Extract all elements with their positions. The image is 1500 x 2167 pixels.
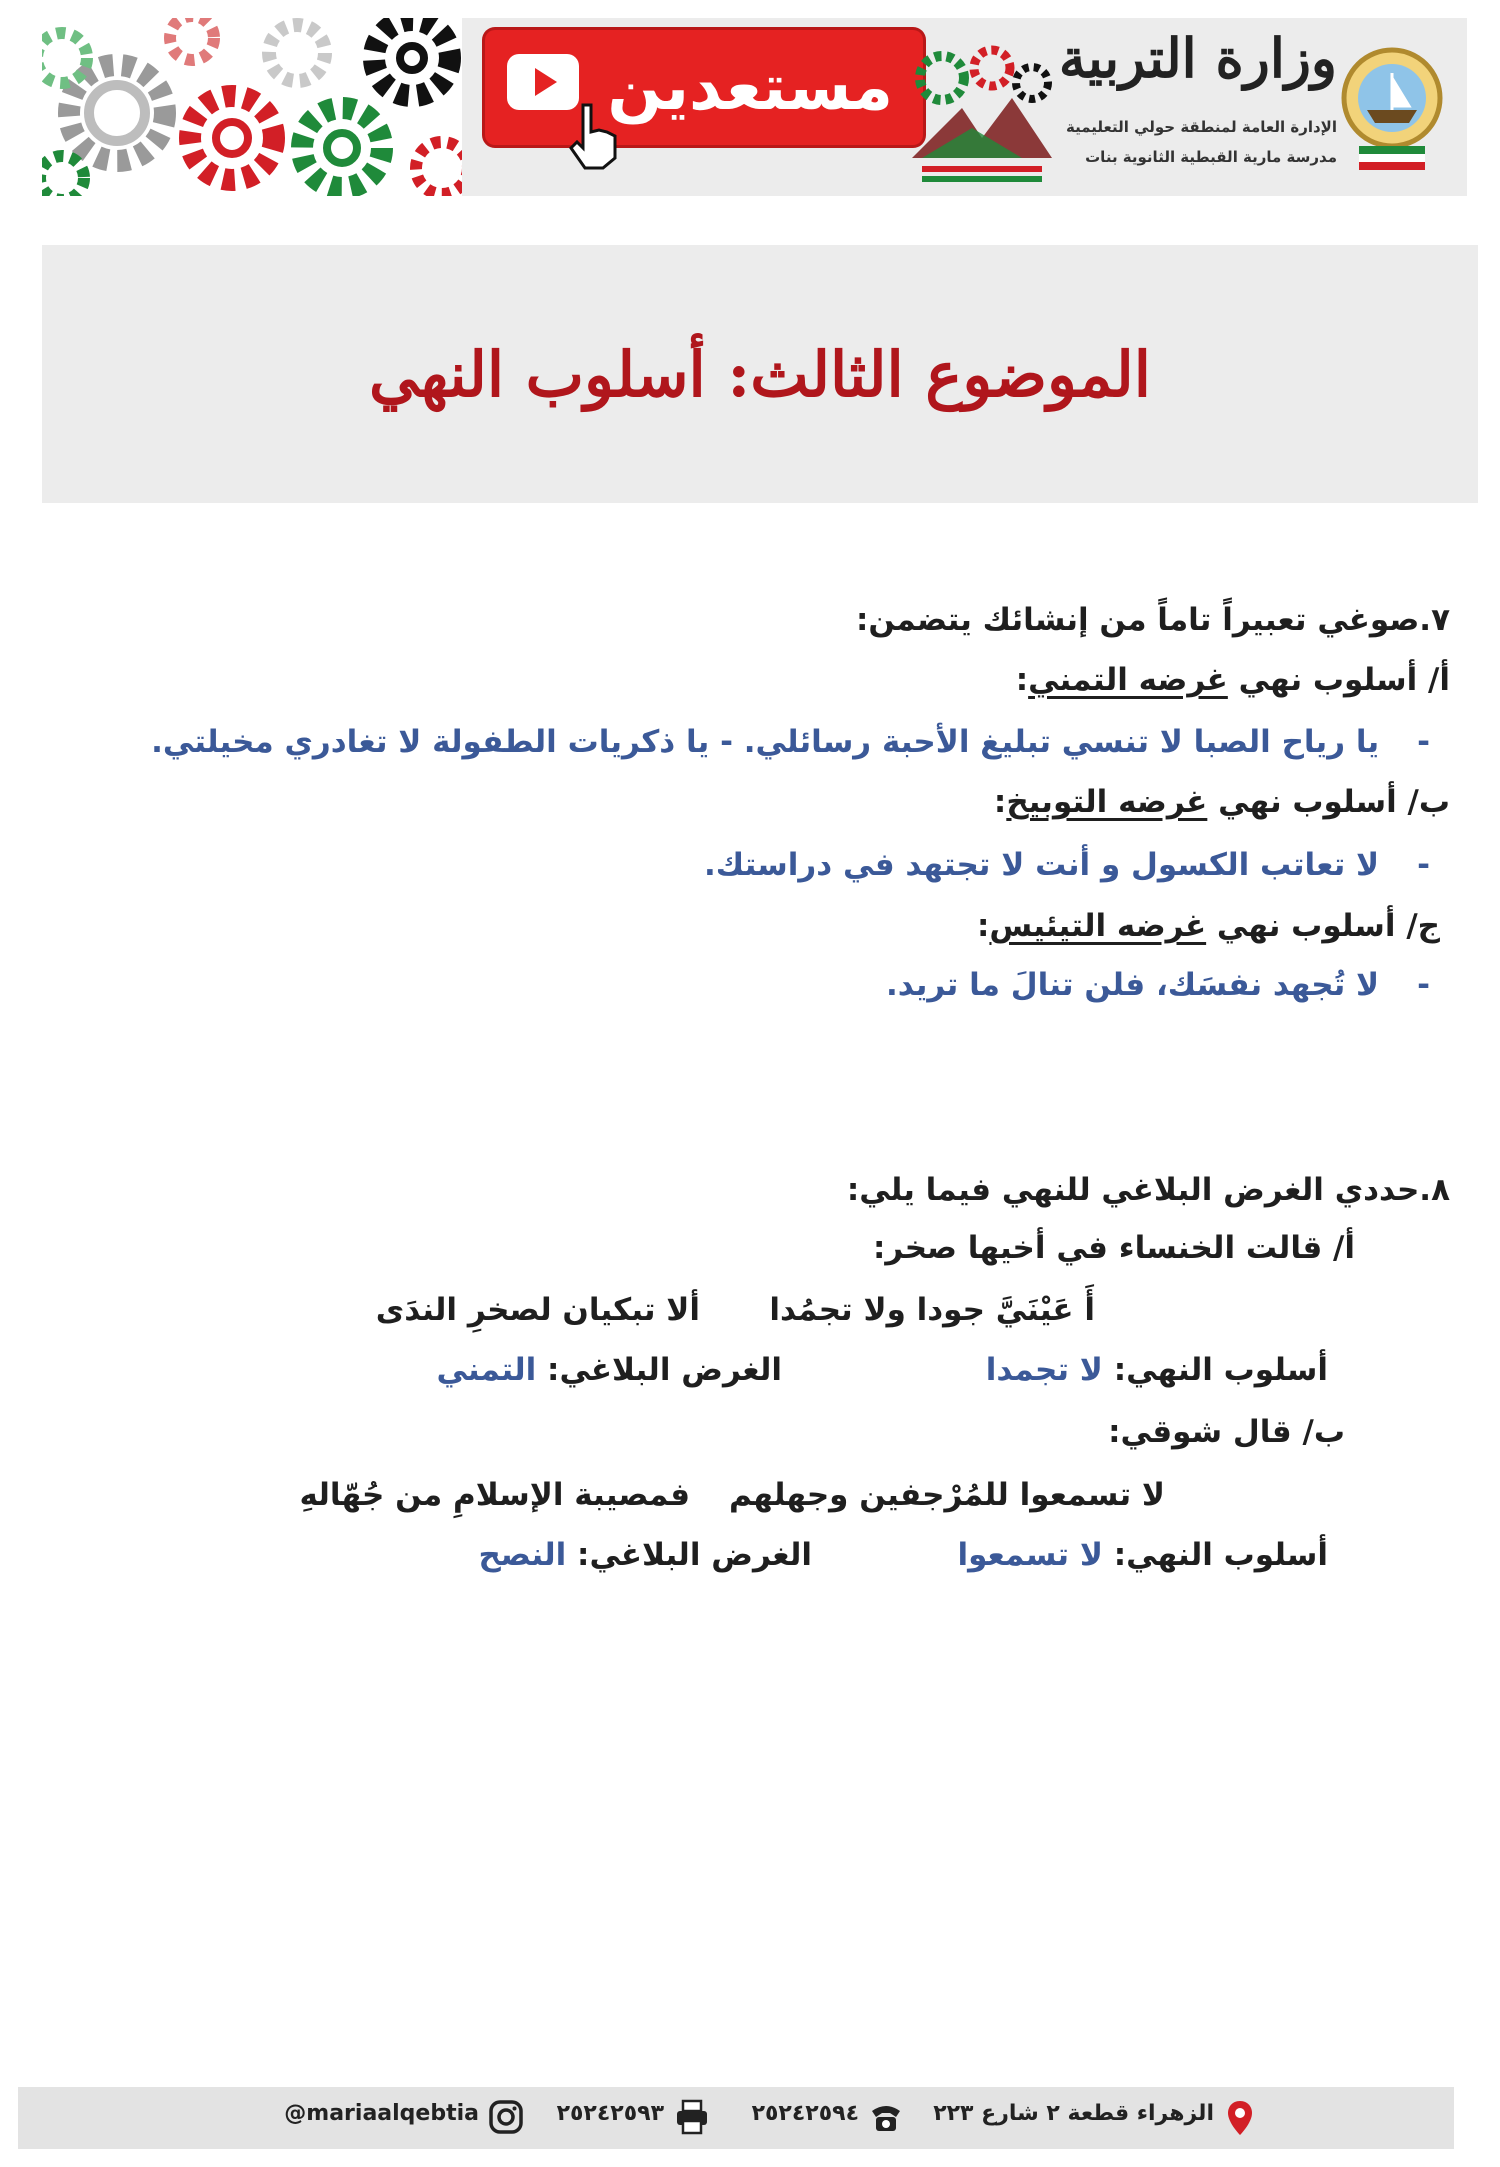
q8-a-style [986, 1350, 1328, 1390]
q8-a-purpose [437, 1350, 782, 1390]
q8-b-verse-1: لا تسمعوا للمُرْجفين وجهلهم [728, 1477, 1165, 1513]
q8-a-verse-1: أَ عَيْنَيَّ جودا ولا تجمُدا [769, 1292, 1095, 1328]
q8-b-style [958, 1535, 1329, 1575]
q7-b-prefix: ب/ أسلوب نهي [1207, 784, 1450, 820]
pointer-hand-icon [563, 100, 623, 170]
q7-b-answer-line [704, 845, 1430, 885]
q8-a-verse-2: ألا تبكيان لصخرِ الندَى [375, 1292, 700, 1328]
q7-c-answer: لا تُجهد نفسَك، فلن تنالَ ما تريد. [886, 967, 1380, 1003]
q7-item-c: ج/ أسلوب نهي غرضه التيئيس: [977, 908, 1440, 944]
q7-a-answer-line [151, 722, 1430, 762]
footer-address: الزهراء قطعة ٢ شارع ٢٢٣ [933, 2101, 1214, 2126]
ready-button-label: مستعدين [607, 50, 893, 125]
q8-b-intro: ب/ قال شوقي: [1108, 1414, 1345, 1450]
instagram-icon[interactable] [488, 2099, 524, 2135]
q8-b-purpose-value: النصح [478, 1537, 567, 1573]
q8-a-purpose-value: التمني [436, 1352, 537, 1388]
ready-video-button[interactable] [485, 30, 923, 145]
q8-b-purpose [478, 1535, 812, 1575]
q7-c-answer-line [886, 965, 1430, 1005]
bullet-dash: - [1417, 724, 1430, 760]
header-banner [42, 18, 1467, 196]
fax-printer-icon [675, 2099, 709, 2135]
q8-b-verse-2: فمصيبة الإسلامِ من جُهّالهِ [299, 1477, 690, 1513]
topic-title-box [42, 245, 1478, 503]
gears-decoration-icon [42, 18, 462, 196]
q8-a-purpose-label: الغرض البلاغي: [536, 1352, 782, 1388]
footer-fax: ٢٥٢٤٢٥٩٣ [556, 2101, 664, 2126]
footer-phone: ٢٥٢٤٢٥٩٤ [751, 2101, 859, 2126]
q8-b-purpose-label: الغرض البلاغي: [566, 1537, 812, 1573]
q7-a-answer: يا رياح الصبا لا تنسي تبليغ الأحبة رسائلي. - يا ذكريات الطفولة لا تغادري مخيلتي. [151, 724, 1380, 760]
phone-icon [868, 2101, 904, 2133]
q7-b-answer: لا تعاتب الكسول و أنت لا تجتهد في دراستك. [704, 847, 1380, 883]
q7-a-prefix: أ/ أسلوب نهي [1227, 662, 1450, 698]
bullet-dash: - [1417, 967, 1430, 1003]
q8-b-style-value: لا تسمعوا [957, 1537, 1103, 1573]
q7-a-label: غرضه التمني [1028, 662, 1228, 698]
q8-a-style-value: لا تجمدا [985, 1352, 1103, 1388]
q7-c-prefix: ج/ أسلوب نهي [1206, 908, 1440, 944]
school-event-logo-icon [902, 38, 1067, 188]
q8-b-style-label: أسلوب النهي: [1102, 1537, 1328, 1573]
school-line: مدرسة مارية القبطية الثانوية بنات [1085, 148, 1337, 166]
q8-a-style-label: أسلوب النهي: [1102, 1352, 1328, 1388]
district-line: الإدارة العامة لمنطقة حولي التعليمية [1065, 118, 1337, 136]
q7-item-b: ب/ أسلوب نهي غرضه التوبيخ: [993, 784, 1450, 820]
q7-c-label: غرضه التيئيس [989, 908, 1207, 944]
q7-item-a: أ/ أسلوب نهي غرضه التمني: [1015, 662, 1450, 698]
topic-title: الموضوع الثالث: أسلوب النهي [369, 337, 1151, 411]
ministry-title: وزارة التربية [1058, 26, 1337, 90]
q7-heading: ٧.صوغي تعبيراً تاماً من إنشائك يتضمن: [855, 602, 1450, 638]
q8-a-intro: أ/ قالت الخنساء في أخيها صخر: [873, 1230, 1355, 1266]
location-pin-icon [1226, 2099, 1254, 2137]
footer-instagram[interactable]: @mariaalqebtia [284, 2101, 479, 2126]
kuwait-emblem-icon [1337, 28, 1447, 178]
q8-heading: ٨.حددي الغرض البلاغي للنهي فيما يلي: [846, 1172, 1450, 1208]
q7-b-label: غرضه التوبيخ [1006, 784, 1208, 820]
bullet-dash: - [1417, 847, 1430, 883]
footer-contact-bar [18, 2087, 1454, 2149]
